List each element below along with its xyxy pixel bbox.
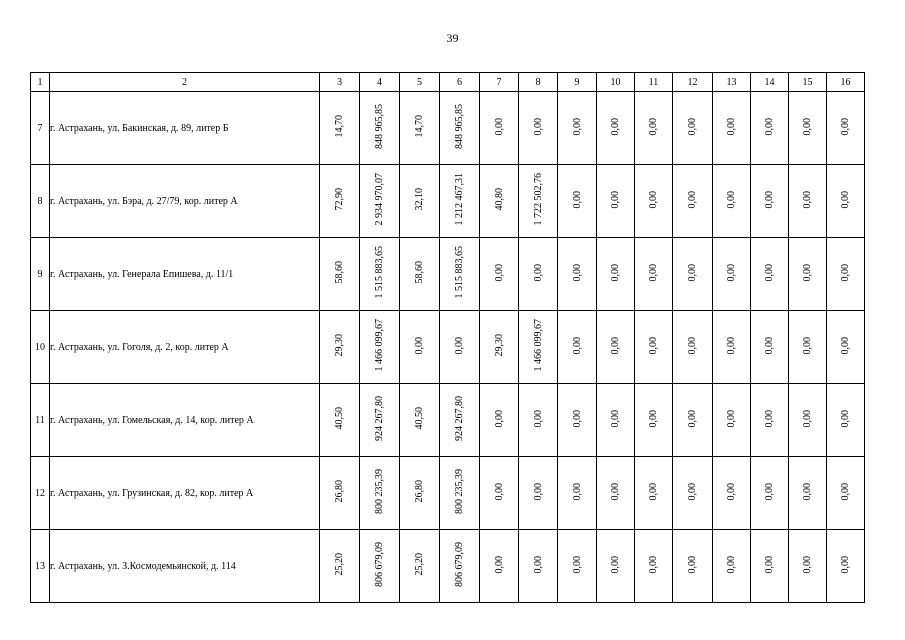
value-text: 0,00 (726, 409, 737, 428)
value-cell (827, 92, 865, 165)
value-text: 1 515 883,65 (374, 246, 385, 299)
data-table (30, 72, 865, 603)
column-header: 16 (827, 73, 865, 92)
value-cell (789, 92, 827, 165)
value-text: 800 235,39 (454, 469, 465, 514)
column-header: 11 (635, 73, 673, 92)
value-cell (400, 530, 440, 603)
value-text: 0,00 (726, 555, 737, 574)
value-text: 0,00 (493, 482, 505, 501)
value-text: 0,00 (532, 117, 544, 136)
value-cell (713, 530, 751, 603)
value-cell (827, 530, 865, 603)
column-header: 7 (480, 73, 519, 92)
column-header: 6 (440, 73, 480, 92)
value-cell (440, 165, 480, 238)
value-cell (558, 457, 597, 530)
row-number: 8 (31, 165, 50, 238)
value-cell (519, 165, 558, 238)
value-cell (827, 457, 865, 530)
value-cell (673, 457, 713, 530)
value-cell (751, 165, 789, 238)
value-cell (400, 384, 440, 457)
value-text: 0,00 (648, 117, 659, 136)
value-cell (400, 92, 440, 165)
value-text: 0,00 (802, 409, 813, 428)
value-text: 0,00 (802, 555, 813, 574)
value-cell (635, 311, 673, 384)
value-cell (597, 311, 635, 384)
value-cell (400, 165, 440, 238)
value-text: 0,00 (687, 482, 698, 501)
value-cell (713, 238, 751, 311)
value-text: 0,00 (764, 190, 775, 209)
value-cell (558, 384, 597, 457)
value-cell (558, 238, 597, 311)
value-text: 0,00 (532, 555, 544, 574)
value-cell (635, 530, 673, 603)
value-text: 1 466 099,67 (374, 319, 385, 372)
value-cell (320, 238, 360, 311)
column-header: 2 (50, 73, 320, 92)
value-cell (480, 530, 519, 603)
value-cell (519, 238, 558, 311)
value-text: 1 515 883,65 (454, 246, 465, 299)
value-cell (673, 530, 713, 603)
value-text: 0,00 (571, 117, 583, 136)
value-text: 0,00 (840, 482, 851, 501)
value-text: 0,00 (764, 117, 775, 136)
value-cell (751, 92, 789, 165)
table-row (31, 238, 865, 311)
value-cell (597, 384, 635, 457)
value-cell (360, 457, 400, 530)
value-cell (827, 165, 865, 238)
value-text: 0,00 (802, 482, 813, 501)
row-number: 7 (31, 92, 50, 165)
value-text: 0,00 (532, 482, 544, 501)
value-cell (789, 238, 827, 311)
value-text: 0,00 (764, 336, 775, 355)
value-text: 806 679,09 (374, 542, 385, 587)
row-number: 9 (31, 238, 50, 311)
column-header: 1 (31, 73, 50, 92)
value-text: 0,00 (687, 555, 698, 574)
value-cell (673, 311, 713, 384)
value-cell (480, 165, 519, 238)
value-text: 0,00 (840, 190, 851, 209)
value-text: 0,00 (571, 482, 583, 501)
address-cell: г. Астрахань, ул. Гоголя, д. 2, кор. литер А (50, 311, 320, 384)
value-text: 1 212 467,31 (454, 173, 465, 226)
table-row (31, 530, 865, 603)
value-text: 26,80 (414, 480, 425, 503)
value-text: 848 965,85 (374, 104, 385, 149)
column-header: 9 (558, 73, 597, 92)
value-text: 0,00 (610, 117, 621, 136)
value-cell (480, 311, 519, 384)
value-text: 0,00 (726, 190, 737, 209)
value-text: 14,70 (414, 115, 425, 138)
value-text: 58,60 (414, 261, 425, 284)
value-cell (827, 311, 865, 384)
value-text: 1 466 099,67 (532, 319, 544, 372)
address-cell: г. Астрахань, ул. Гомельская, д. 14, кор. литер А (50, 384, 320, 457)
value-text: 0,00 (571, 263, 583, 282)
value-cell (751, 238, 789, 311)
value-cell (751, 457, 789, 530)
value-cell (789, 311, 827, 384)
value-cell (789, 165, 827, 238)
column-header: 4 (360, 73, 400, 92)
value-text: 0,00 (610, 482, 621, 501)
value-text: 0,00 (610, 190, 621, 209)
value-cell (440, 311, 480, 384)
value-text: 0,00 (610, 409, 621, 428)
column-header: 10 (597, 73, 635, 92)
value-cell (635, 92, 673, 165)
value-cell (673, 92, 713, 165)
value-text: 0,00 (687, 409, 698, 428)
value-cell (320, 311, 360, 384)
value-cell (635, 165, 673, 238)
value-text: 0,00 (764, 482, 775, 501)
column-header: 8 (519, 73, 558, 92)
value-cell (713, 311, 751, 384)
value-text: 58,60 (334, 261, 345, 284)
value-cell (558, 311, 597, 384)
value-cell (597, 530, 635, 603)
value-cell (673, 384, 713, 457)
value-cell (440, 92, 480, 165)
value-cell (597, 238, 635, 311)
address-cell: г. Астрахань, ул. Бэра, д. 27/79, кор. литер А (50, 165, 320, 238)
table-row (31, 165, 865, 238)
value-cell (713, 92, 751, 165)
value-text: 924 267,80 (454, 396, 465, 441)
value-text: 0,00 (802, 117, 813, 136)
row-number: 10 (31, 311, 50, 384)
address-cell: г. Астрахань, ул. Бакинская, д. 89, литер Б (50, 92, 320, 165)
value-text: 0,00 (764, 409, 775, 428)
value-cell (320, 530, 360, 603)
value-cell (635, 238, 673, 311)
value-cell (519, 92, 558, 165)
value-text: 14,70 (334, 115, 345, 138)
value-text: 0,00 (571, 190, 583, 209)
value-text: 40,80 (493, 188, 505, 211)
address-cell: г. Астрахань, ул. З.Космодемьянской, д. 114 (50, 530, 320, 603)
value-cell (713, 457, 751, 530)
value-text: 0,00 (414, 336, 425, 355)
column-header: 14 (751, 73, 789, 92)
value-cell (827, 384, 865, 457)
value-text: 40,50 (334, 407, 345, 430)
value-text: 0,00 (726, 117, 737, 136)
table-row (31, 384, 865, 457)
value-text: 0,00 (648, 555, 659, 574)
table-row (31, 457, 865, 530)
value-cell (440, 457, 480, 530)
row-number: 13 (31, 530, 50, 603)
value-cell (519, 457, 558, 530)
value-text: 0,00 (687, 263, 698, 282)
value-cell (400, 238, 440, 311)
address-cell: г. Астрахань, ул. Генерала Епишева, д. 11/1 (50, 238, 320, 311)
value-text: 0,00 (532, 409, 544, 428)
value-text: 0,00 (840, 336, 851, 355)
value-text: 0,00 (610, 336, 621, 355)
value-text: 0,00 (493, 263, 505, 282)
column-header: 3 (320, 73, 360, 92)
value-text: 0,00 (764, 555, 775, 574)
value-cell (789, 530, 827, 603)
value-text: 0,00 (648, 190, 659, 209)
value-text: 0,00 (764, 263, 775, 282)
value-text: 0,00 (493, 117, 505, 136)
value-text: 0,00 (726, 482, 737, 501)
value-cell (519, 530, 558, 603)
value-text: 25,20 (334, 553, 345, 576)
value-text: 0,00 (610, 555, 621, 574)
value-cell (713, 165, 751, 238)
value-text: 806 679,09 (454, 542, 465, 587)
value-cell (440, 384, 480, 457)
value-text: 0,00 (840, 555, 851, 574)
value-text: 0,00 (532, 263, 544, 282)
column-header: 13 (713, 73, 751, 92)
column-header: 5 (400, 73, 440, 92)
value-text: 0,00 (493, 409, 505, 428)
value-cell (751, 384, 789, 457)
value-text: 29,30 (493, 334, 505, 357)
value-cell (320, 457, 360, 530)
value-cell (480, 92, 519, 165)
value-text: 0,00 (648, 263, 659, 282)
value-cell (751, 530, 789, 603)
value-cell (360, 238, 400, 311)
value-cell (360, 92, 400, 165)
value-cell (360, 165, 400, 238)
value-text: 0,00 (610, 263, 621, 282)
value-cell (400, 311, 440, 384)
value-text: 0,00 (493, 555, 505, 574)
value-cell (673, 165, 713, 238)
value-text: 0,00 (648, 409, 659, 428)
value-text: 0,00 (687, 117, 698, 136)
value-cell (558, 530, 597, 603)
value-cell (480, 384, 519, 457)
value-cell (789, 384, 827, 457)
value-text: 0,00 (726, 336, 737, 355)
value-cell (440, 530, 480, 603)
value-cell (519, 311, 558, 384)
value-cell (320, 165, 360, 238)
value-cell (558, 165, 597, 238)
value-text: 924 267,80 (374, 396, 385, 441)
value-cell (440, 238, 480, 311)
value-cell (789, 457, 827, 530)
value-cell (320, 384, 360, 457)
value-text: 0,00 (687, 336, 698, 355)
value-text: 0,00 (840, 117, 851, 136)
value-cell (360, 311, 400, 384)
value-text: 40,50 (414, 407, 425, 430)
table-row (31, 92, 865, 165)
value-text: 848 965,85 (454, 104, 465, 149)
value-text: 0,00 (454, 336, 465, 355)
value-text: 0,00 (571, 409, 583, 428)
value-cell (558, 92, 597, 165)
value-text: 800 235,39 (374, 469, 385, 514)
value-text: 0,00 (802, 263, 813, 282)
value-cell (597, 165, 635, 238)
value-cell (597, 92, 635, 165)
value-cell (480, 457, 519, 530)
value-text: 0,00 (648, 336, 659, 355)
page-number: 39 (446, 31, 459, 45)
value-cell (360, 384, 400, 457)
column-header: 15 (789, 73, 827, 92)
value-text: 1 722 502,76 (532, 173, 544, 226)
value-text: 32,10 (414, 188, 425, 211)
value-text: 0,00 (802, 336, 813, 355)
table-row (31, 311, 865, 384)
value-text: 0,00 (726, 263, 737, 282)
value-text: 0,00 (571, 336, 583, 355)
value-text: 25,20 (414, 553, 425, 576)
row-number: 12 (31, 457, 50, 530)
value-text: 72,90 (334, 188, 345, 211)
value-cell (635, 457, 673, 530)
value-text: 26,80 (334, 480, 345, 503)
value-text: 0,00 (802, 190, 813, 209)
value-cell (673, 238, 713, 311)
column-header: 12 (673, 73, 713, 92)
value-text: 2 934 970,07 (374, 173, 385, 226)
value-cell (827, 238, 865, 311)
address-cell: г. Астрахань, ул. Грузинская, д. 82, кор. литер А (50, 457, 320, 530)
value-text: 0,00 (840, 409, 851, 428)
value-cell (519, 384, 558, 457)
value-text: 0,00 (840, 263, 851, 282)
header-row (31, 73, 865, 92)
value-text: 29,30 (334, 334, 345, 357)
value-text: 0,00 (648, 482, 659, 501)
value-cell (480, 238, 519, 311)
value-cell (400, 457, 440, 530)
value-cell (360, 530, 400, 603)
row-number: 11 (31, 384, 50, 457)
value-text: 0,00 (571, 555, 583, 574)
value-cell (751, 311, 789, 384)
value-text: 0,00 (687, 190, 698, 209)
value-cell (713, 384, 751, 457)
value-cell (635, 384, 673, 457)
value-cell (320, 92, 360, 165)
value-cell (597, 457, 635, 530)
